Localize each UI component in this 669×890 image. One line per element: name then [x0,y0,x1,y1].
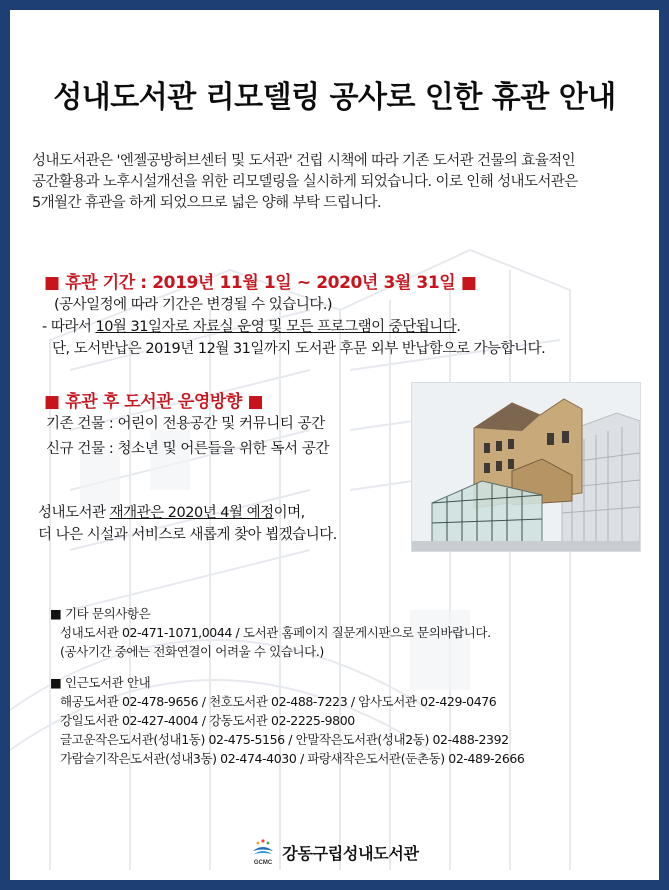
footer [10,832,659,872]
logo-text: GCMC [254,860,273,866]
contact-line: 성내도서관 02-471-1071,0044 / 도서관 홈페이지 질문게시판으로 문의바랍니다. [60,625,491,640]
closure-note-schedule: (공사일정에 따라 기간은 변경될 수 있습니다.) [54,297,333,313]
reopen-line-2: 더 나은 시설과 서비스로 새롭게 찾아 뵙겠습니다. [38,527,337,543]
operation-new-building: 신규 건물 : 청소년 및 어른들을 위한 독서 공간 [46,441,330,457]
nearby-heading: ■ 인근도서관 안내 [50,675,151,690]
contact-info [50,604,525,768]
contact-line: (공사기간 중에는 전화연결이 어려울 수 있습니다.) [60,644,324,659]
notice-content [10,10,659,880]
intro-line: 성내도서관은 '엔젤공방허브센터 및 도서관' 건립 시책에 따라 기존 도서관 건물의 효율적인 [32,153,575,169]
closure-note-suffix: . [456,319,461,335]
building-rendering-image [411,382,641,552]
operation-heading: ■ 휴관 후 도서관 운영방향 ■ [44,392,264,412]
reopen-prefix: 성내도서관 [38,505,110,521]
intro-line: 5개월간 휴관을 하게 되었으므로 넓은 양해 부탁 드립니다. [32,195,382,211]
library-name: 강동구립성내도서관 [282,843,419,863]
operation-list [46,412,329,462]
nearby-library-line: 가람슬기작은도서관(성내3동) 02-474-4030 / 파랑새작은도서관(둔촌동) 02-489-2666 [60,751,525,766]
nearby-library-line: 글고운작은도서관(성내1동) 02-475-5156 / 안말작은도서관(성내2동) 02-488-2392 [60,732,509,747]
intro-paragraph [32,151,647,214]
closure-note-underlined: 10월 31일자로 자료실 운영 및 모든 프로그램이 중단됩니다 [95,319,457,335]
library-logo-icon [250,837,276,867]
reopen-notice [38,502,337,546]
closure-notes [42,294,545,360]
closure-note-returns: 단, 도서반납은 2019년 12월 31일까지 도서관 후문 외부 반납함으로 가능합니다. [52,341,546,357]
closure-period-heading: ■ 휴관 기간 : 2019년 11월 1일 ~ 2020년 3월 31일 ■ [44,273,477,293]
reopen-date-underlined: 재개관은 2020년 4월 예정 [109,505,274,521]
closure-note-suspension [42,316,545,338]
notice-frame [10,10,659,880]
nearby-library-line: 강일도서관 02-427-4004 / 강동도서관 02-2225-9800 [60,713,355,728]
intro-line: 공간활용과 노후시설개선을 위한 리모델링을 실시하게 되었습니다. 이로 인해 성내도서관은 [32,174,578,190]
reopen-line [38,502,337,524]
reopen-suffix: 이며, [273,505,305,521]
page-title: 성내도서관 리모델링 공사로 인한 휴관 안내 [53,80,616,115]
operation-existing-building: 기존 건물 : 어린이 전용공간 및 커뮤니티 공간 [46,416,325,432]
nearby-library-line: 해공도서관 02-478-9656 / 천호도서관 02-488-7223 / 암사도서관 02-429-0476 [60,694,497,709]
contact-heading: ■ 기타 문의사항은 [50,606,151,621]
closure-note-prefix: - 따라서 [42,319,96,335]
